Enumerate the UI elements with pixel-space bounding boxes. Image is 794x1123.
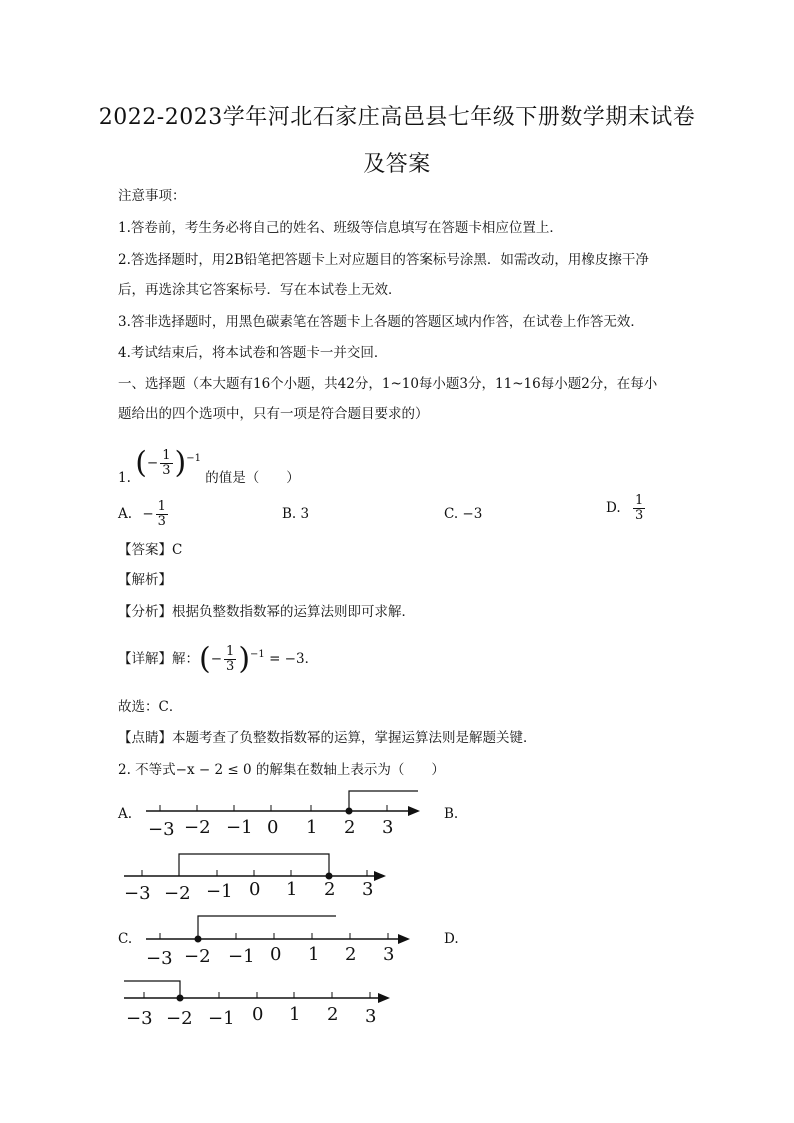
axis-arrow — [398, 934, 410, 944]
tick-label-3: 3 — [362, 879, 374, 900]
q1-fraction — [160, 449, 172, 478]
tick-label-neg3: −3 — [148, 819, 175, 840]
axis-arrow — [374, 871, 386, 881]
tick-label-3: 3 — [365, 1006, 377, 1027]
tick-label-neg3: −3 — [124, 883, 151, 904]
q1-numerator: 1 — [162, 448, 171, 463]
solution-bracket — [124, 981, 180, 998]
q1-detail — [118, 636, 318, 682]
q2-number-line-a — [140, 785, 430, 845]
tick-label-neg1: −1 — [206, 881, 233, 902]
q1-choose: 故选：C． — [118, 699, 183, 715]
axis-arrow — [408, 806, 420, 816]
tick-label-2: 2 — [345, 944, 357, 965]
ticks — [142, 870, 367, 876]
tick-label-neg1: −1 — [208, 1008, 235, 1029]
solution-bracket — [349, 791, 418, 811]
tick-label-0: 0 — [270, 944, 282, 965]
q2-option-d-label: D. — [444, 931, 459, 947]
q1-answer: 【答案】C — [118, 542, 183, 558]
tick-label-0: 0 — [267, 817, 279, 838]
q1-denominator: 3 — [162, 463, 171, 478]
q1-detail-exponent: −1 — [250, 649, 265, 660]
q1-option-a-fraction — [156, 500, 168, 529]
q1-detail-fraction — [224, 645, 236, 674]
tick-label-1: 1 — [306, 817, 318, 838]
section-heading-line1: 一、选择题（本大题有16个小题，共42分，1~10每小题3分，11~16每小题2分，在每小 — [118, 376, 658, 392]
q1-option-a — [118, 500, 170, 529]
tick-label-3: 3 — [383, 944, 395, 965]
question-2-stem: 2. 不等式−x − 2 ≤ 0 的解集在数轴上表示为（ ） — [118, 762, 445, 778]
tick-label-1: 1 — [289, 1004, 301, 1025]
tick-label-3: 3 — [382, 817, 394, 838]
q1-right-paren: ) — [174, 445, 187, 481]
tick-label-1: 1 — [308, 944, 320, 965]
tick-label-neg2: −2 — [164, 883, 191, 904]
ticks — [160, 805, 387, 811]
q2-option-a-label: A. — [118, 806, 133, 822]
q1-detail-num: 1 — [226, 644, 235, 659]
tick-label-1: 1 — [286, 879, 298, 900]
q1-option-d-fraction — [633, 494, 645, 523]
q1-number: 1. — [118, 470, 131, 486]
notice-item-2: 2.答选择题时，用2B铅笔把答题卡上对应题目的答案标号涂黑．如需改动，用橡皮擦干净 — [118, 252, 649, 268]
q1-option-d-den: 3 — [634, 508, 644, 523]
q1-option-d — [606, 494, 647, 523]
q1-exponent: −1 — [186, 453, 201, 464]
solid-point — [177, 995, 184, 1002]
q1-minus: − — [146, 455, 159, 471]
q1-detail-den: 3 — [226, 659, 235, 674]
q1-detail-result: = −3． — [269, 651, 319, 667]
solid-point — [195, 936, 202, 943]
tick-label-neg1: −1 — [228, 946, 255, 967]
q1-comment: 【点睛】本题考查了负整数指数幂的运算，掌握运算法则是解题关键． — [118, 730, 537, 746]
q1-option-c: C. −3 — [444, 506, 483, 522]
solution-bracket — [198, 916, 336, 939]
q1-stem-tail: 的值是（ ） — [205, 470, 300, 486]
q2-option-b-label: B. — [444, 806, 459, 822]
tick-label-neg2: −2 — [184, 946, 211, 967]
tick-label-0: 0 — [252, 1004, 264, 1025]
ticks — [160, 933, 388, 939]
q1-option-b: B. 3 — [282, 506, 310, 522]
tick-label-2: 2 — [344, 817, 356, 838]
q1-option-a-den: 3 — [157, 514, 166, 529]
q2-option-c-label: C. — [118, 931, 133, 947]
q1-option-a-sign: − — [142, 506, 154, 522]
question-1 — [118, 438, 300, 488]
q2-number-line-c — [140, 908, 430, 968]
notice-heading: 注意事项： — [118, 188, 186, 204]
axis-arrow — [378, 993, 390, 1003]
tick-label-2: 2 — [324, 879, 336, 900]
q1-detail-minus: − — [210, 651, 223, 667]
q2-number-line-b — [118, 845, 408, 905]
q2-number-line-d — [118, 970, 408, 1032]
notice-item-4: 4.考试结束后，将本试卷和答题卡一并交回． — [118, 345, 388, 361]
q1-option-d-label: D. — [606, 500, 621, 516]
q1-option-a-num: 1 — [157, 499, 166, 514]
section-heading-line2: 题给出的四个选项中，只有一项是符合题目要求的） — [118, 406, 429, 422]
tick-label-neg2: −2 — [184, 817, 211, 838]
tick-label-neg2: −2 — [166, 1008, 193, 1029]
q1-option-d-num: 1 — [634, 493, 644, 508]
notice-item-3: 3.答非选择题时，用黑色碳素笔在答题卡上各题的答题区域内作答，在试卷上作答无效． — [118, 314, 644, 330]
tick-label-0: 0 — [249, 879, 261, 900]
tick-label-2: 2 — [327, 1004, 339, 1025]
q1-detail-right-paren: ) — [238, 641, 251, 677]
notice-item-1: 1.答卷前，考生务必将自己的姓名、班级等信息填写在答题卡相应位置上． — [118, 220, 563, 236]
document-title-line1: 2022-2023学年河北石家庄高邑县七年级下册数学期末试卷 — [98, 105, 696, 130]
q1-analysis-heading: 【解析】 — [118, 572, 172, 588]
tick-label-neg3: −3 — [146, 948, 173, 968]
tick-label-neg3: −3 — [126, 1008, 153, 1029]
notice-item-2-cont: 后，再选涂其它答案标号．写在本试卷上无效． — [118, 282, 402, 298]
q1-option-a-label: A. — [118, 506, 133, 522]
q1-left-paren: ( — [135, 445, 147, 481]
q1-detail-prefix: 【详解】解： — [118, 651, 199, 667]
q1-detail-left-paren: ( — [199, 641, 211, 677]
solid-point — [346, 808, 353, 815]
document-title-line2: 及答案 — [363, 152, 431, 177]
q1-analysis: 【分析】根据负整数指数幂的运算法则即可求解． — [118, 604, 415, 620]
tick-label-neg1: −1 — [226, 817, 253, 838]
